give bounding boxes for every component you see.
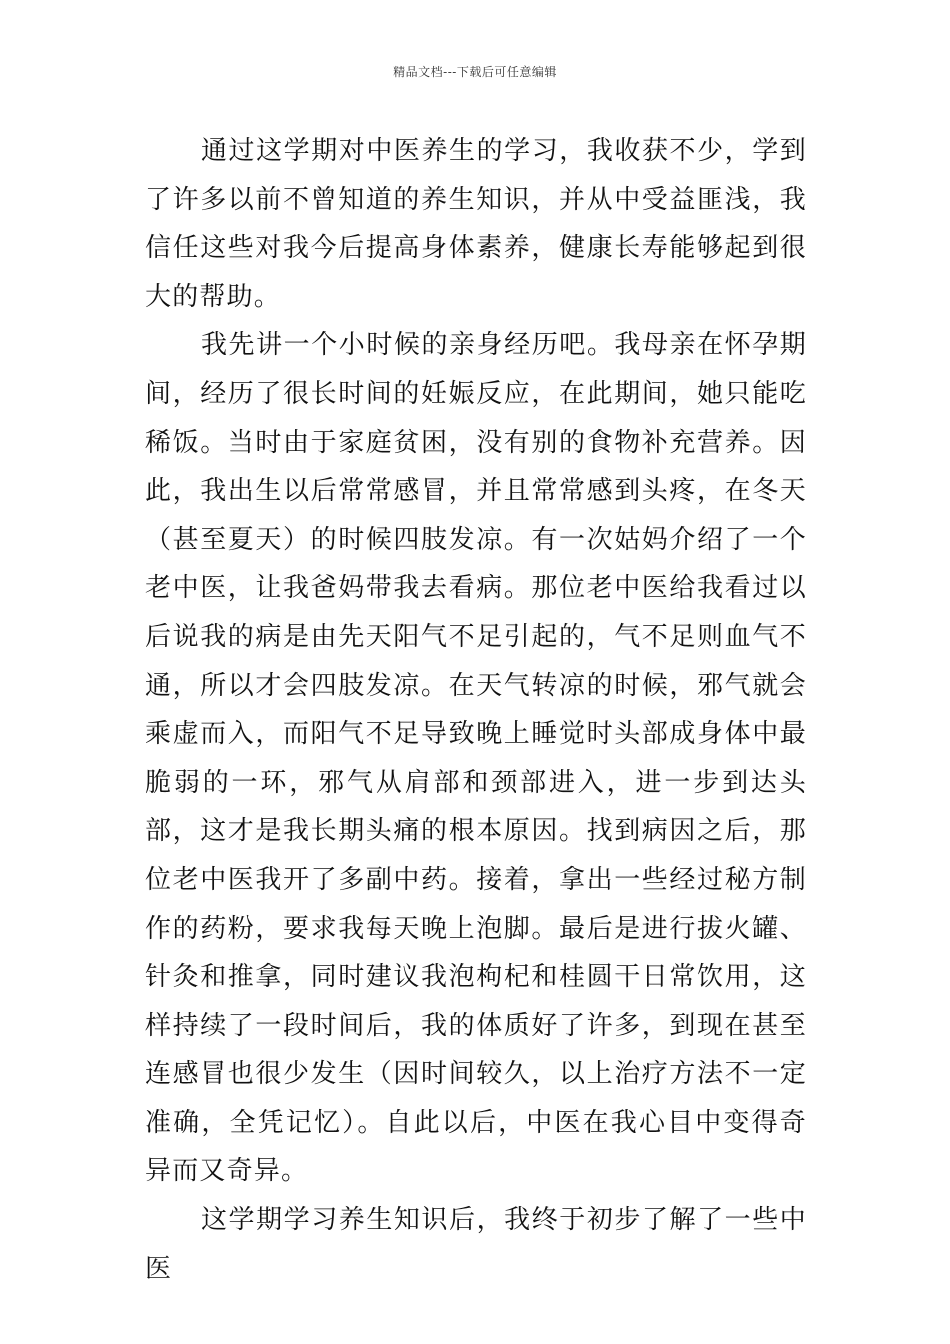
page-header: 精品文档---下载后可任意编辑 [393,65,557,79]
paragraph-2: 我先讲一个小时候的亲身经历吧。我母亲在怀孕期间，经历了很长时间的妊娠反应，在此期间，她只能吃稀饭。当时由于家庭贫困，没有别的食物补充营养。因此，我出生以后常常感冒，并且常常感到头疼，在冬天（甚至夏天）的时候四肢发凉。有一次姑妈介绍了一个老中医，让我爸妈带我去看病。那位老中医给我看过以后说我的病是由先天阳气不足引起的，气不足则血气不通，所以才会四肢发凉。在天气转凉的时候，邪气就会乘虚而入，而阳气不足导致晚上睡觉时头部成身体中最脆弱的一环，邪气从肩部和颈部进入，进一步到达头部，这才是我长期头痛的根本原因。找到病因之后，那位老中医我开了多副中药。接着，拿出一些经过秘方制作的药粉，要求我每天晚上泡脚。最后是进行拔火罐、针灸和推拿，同时建议我泡枸杞和桂圆干日常饮用，这样持续了一段时间后，我的体质好了许多，到现在甚至连感冒也很少发生（因时间较久，以上治疗方法不一定准确，全凭记忆）。自此以后，中医在我心目中变得奇异而又奇异。 [145,330,807,1187]
document-body [145,127,807,1293]
paragraph-1: 通过这学期对中医养生的学习，我收获不少，学到了许多以前不曾知道的养生知识，并从中受益匪浅，我信任这些对我今后提高身体素养，健康长寿能够起到很大的帮助。 [145,136,807,312]
paragraph-3: 这学期学习养生知识后，我终于初步了解了一些中医 [145,1205,807,1284]
